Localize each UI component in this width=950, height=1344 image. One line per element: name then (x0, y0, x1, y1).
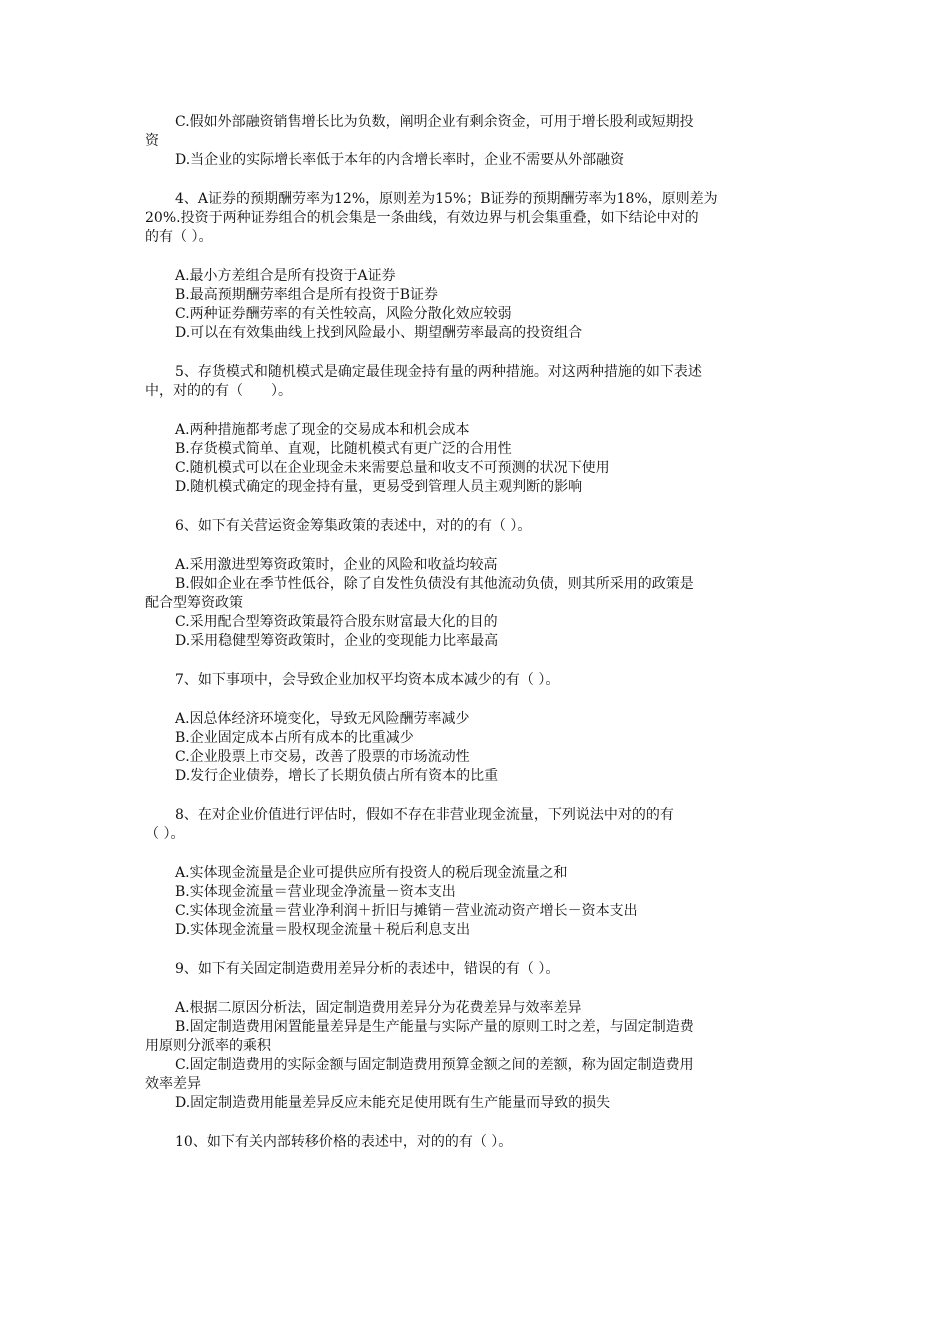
option-line: D.当企业的实际增长率低于本年的内含增长率时，企业不需要从外部融资 (175, 152, 625, 168)
option-item (145, 113, 810, 151)
option-c: C.采用配合型筹资政策最符合股东财富最大化的目的 (175, 614, 498, 630)
option-d: D.实体现金流量＝股权现金流量＋税后利息支出 (175, 922, 471, 938)
option-b: B.企业固定成本占所有成本的比重减少 (175, 730, 414, 746)
option-line: C.假如外部融资销售增长比为负数，阐明企业有剩余资金，可用于增长股利或短期投 (175, 114, 694, 130)
option-c: C.固定制造费用的实际金额与固定制造费用预算金额之间的差额，称为固定制造费用 (175, 1057, 694, 1073)
question-9 (145, 960, 810, 1113)
option-c: C.企业股票上市交易，改善了股票的市场流动性 (175, 749, 470, 765)
option-d: D.固定制造费用能量差异反应未能充足使用既有生产能量而导致的损失 (175, 1095, 611, 1111)
option-c: C.两种证券酬劳率的有关性较高，风险分散化效应较弱 (175, 306, 512, 322)
option-d: D.随机模式确定的现金持有量，更易受到管理人员主观判断的影响 (175, 479, 583, 495)
question-stem-line: 中，对的的有（ ）。 (145, 383, 292, 399)
question-stem-line: 6、如下有关营运资金筹集政策的表述中，对的的有（ ）。 (175, 518, 532, 534)
option-c: C.随机模式可以在企业现金未来需要总量和收支不可预测的状况下使用 (175, 460, 610, 476)
option-a: A.根据二原因分析法，固定制造费用差异分为花费差异与效率差异 (175, 1000, 582, 1016)
question-stem-line: 的有（ ）。 (145, 229, 213, 245)
question-stem-line: 7、如下事项中，会导致企业加权平均资本成本减少的有（ ）。 (175, 672, 560, 688)
question-6 (145, 517, 810, 651)
question-stem-line: 5、存货模式和随机模式是确定最佳现金持有量的两种措施。对这两种措施的如下表述 (175, 364, 702, 380)
option-b: B.实体现金流量＝营业现金净流量－资本支出 (175, 884, 456, 900)
question-stem-line: 20%.投资于两种证券组合的机会集是一条曲线，有效边界与机会集重叠，如下结论中对的 (145, 210, 699, 226)
option-d: D.可以在有效集曲线上找到风险最小、期望酬劳率最高的投资组合 (175, 325, 583, 341)
option-c-continued: 效率差异 (145, 1076, 201, 1092)
document-page (145, 113, 810, 1152)
question-stem-line: 8、在对企业价值进行评估时，假如不存在非营业现金流量，下列说法中对的的有 (175, 807, 674, 823)
option-a: A.实体现金流量是企业可提供应所有投资人的税后现金流量之和 (175, 865, 568, 881)
question-stem-line: 4、A证券的预期酬劳率为12%，原则差为15%；B证券的预期酬劳率为18%，原则差为 (175, 191, 718, 207)
option-d: D.采用稳健型筹资政策时，企业的变现能力比率最高 (175, 633, 499, 649)
option-a: A.因总体经济环境变化，导致无风险酬劳率减少 (175, 711, 470, 727)
question-8 (145, 806, 810, 940)
question-7 (145, 671, 810, 786)
question-stem-line: 9、如下有关固定制造费用差异分析的表述中，错误的有（ ）。 (175, 961, 560, 977)
question-stem-line: （ ）。 (145, 826, 185, 842)
question-5 (145, 363, 810, 497)
question-4 (145, 190, 810, 343)
option-a: A.最小方差组合是所有投资于A证券 (175, 268, 396, 284)
option-a: A.采用激进型筹资政策时，企业的风险和收益均较高 (175, 557, 498, 573)
option-line: 资 (145, 133, 159, 149)
question-10 (145, 1133, 810, 1152)
option-b: B.假如企业在季节性低谷，除了自发性负债没有其他流动负债，则其所采用的政策是 (175, 576, 694, 592)
option-b: B.最高预期酬劳率组合是所有投资于B证券 (175, 287, 439, 303)
option-item (145, 151, 810, 170)
option-a: A.两种措施都考虑了现金的交易成本和机会成本 (175, 422, 470, 438)
option-b: B.存货模式简单、直观，比随机模式有更广泛的合用性 (175, 441, 512, 457)
question-stem-line: 10、如下有关内部转移价格的表述中，对的的有（ ）。 (175, 1134, 513, 1150)
option-b-continued: 配合型筹资政策 (145, 595, 243, 611)
option-b-continued: 用原则分派率的乘积 (145, 1038, 271, 1054)
option-b: B.固定制造费用闲置能量差异是生产能量与实际产量的原则工时之差，与固定制造费 (175, 1019, 694, 1035)
option-d: D.发行企业债券，增长了长期负债占所有资本的比重 (175, 768, 499, 784)
option-c: C.实体现金流量＝营业净利润＋折旧与摊销－营业流动资产增长－资本支出 (175, 903, 638, 919)
